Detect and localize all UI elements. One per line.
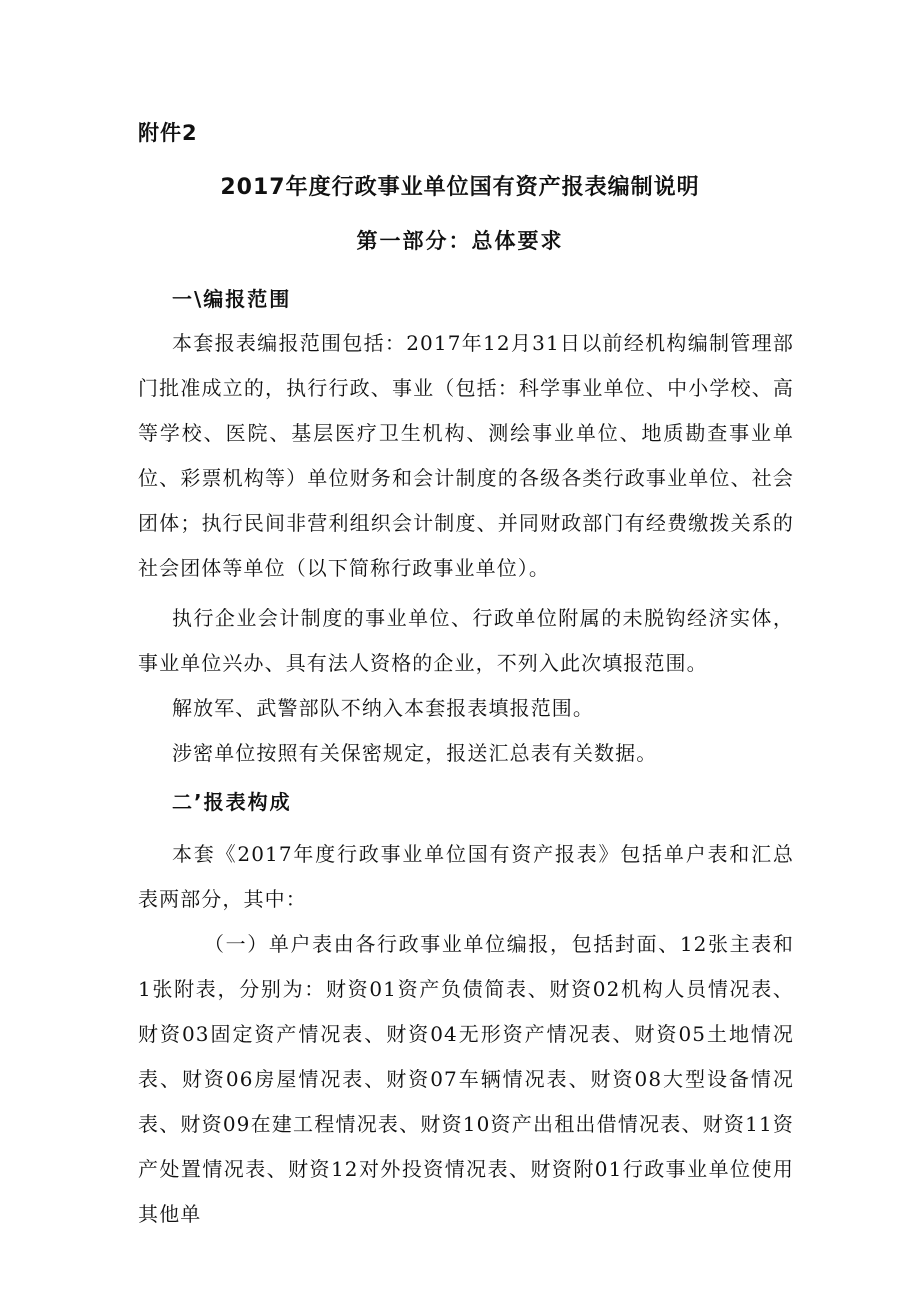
- attachment-label: 附件2: [138, 121, 198, 145]
- part-title: 第一部分：总体要求: [356, 229, 564, 253]
- paragraph-military-exclusion: 解放军、武警部队不纳入本套报表填报范围。: [172, 696, 594, 720]
- document-title: 2017年度行政事业单位国有资产报表编制说明: [220, 175, 700, 200]
- section-heading-scope: 一\编报范围: [172, 287, 292, 311]
- paragraph-scope-definition: 本套报表编报范围包括：2017年12月31日以前经机构编制管理部门批准成立的，执行行政、事业（包括：科学事业单位、中小学校、高等学校、医院、基层医疗卫生机构、测绘事业单位、地质勘查事业单位、彩票机构等）单位财务和会计制度的各级各类行政事业单位、社会团体；执行民间非营利组织会计制度、并同财政部门有经费缴拨关系的社会团体等单位（以下简称行政事业单位）。: [138, 331, 794, 580]
- paragraph-composition-intro: 本套《2017年度行政事业单位国有资产报表》包括单户表和汇总表两部分，其中：: [138, 842, 794, 911]
- section-heading-composition: 二’报表构成: [172, 790, 292, 814]
- paragraph-scope-exclusion: 执行企业会计制度的事业单位、行政单位附属的未脱钩经济实体，事业单位兴办、具有法人资格的企业，不列入此次填报范围。: [138, 606, 794, 675]
- paragraph-classified-units: 涉密单位按照有关保密规定，报送汇总表有关数据。: [172, 741, 658, 765]
- paragraph-single-unit-tables: （一）单户表由各行政事业单位编报，包括封面、12张主表和1张附表，分别为：财资01资产负债简表、财资02机构人员情况表、财资03固定资产情况表、财资04无形资产情况表、财资05土地情况表、财资06房屋情况表、财资07车辆情况表、财资08大型设备情况表、财资09在建工程情况表、财资10资产出租出借情况表、财资11资产处置情况表、财资12对外投资情况表、财资附01行政事业单位使用其他单: [138, 932, 794, 1226]
